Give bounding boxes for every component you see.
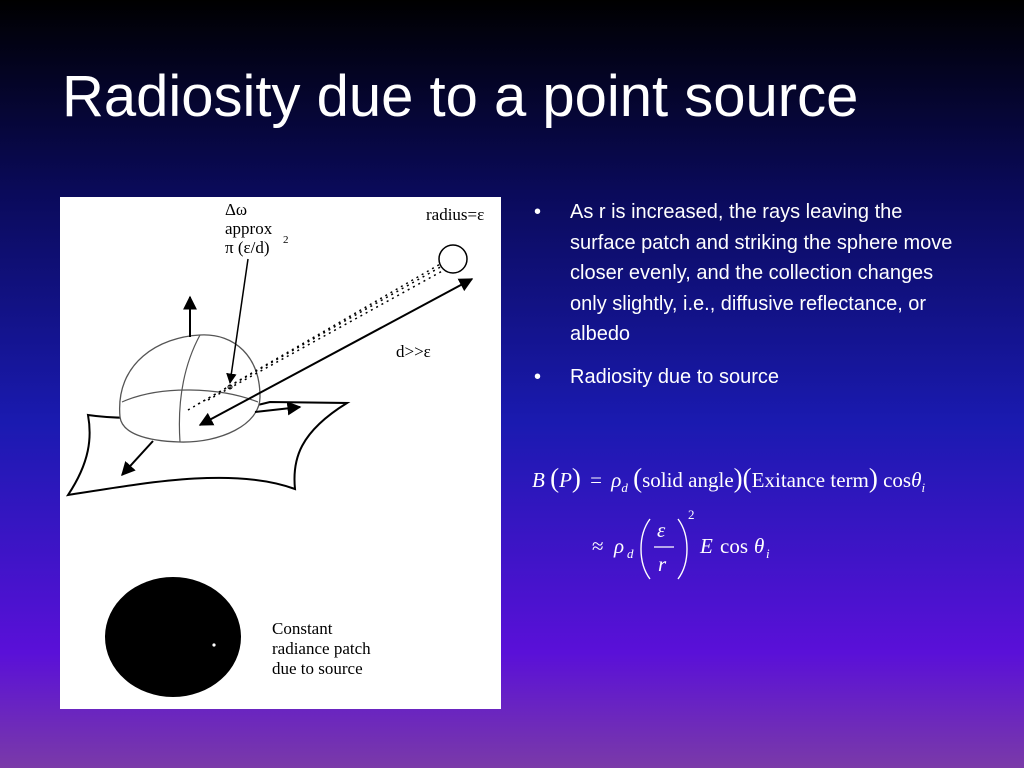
radiosity-equation	[530, 455, 1020, 605]
diagram-figure	[60, 197, 501, 709]
hemisphere	[120, 335, 260, 442]
slide-title: Radiosity due to a point source	[62, 64, 859, 129]
bullet-text: Radiosity due to source	[570, 365, 780, 388]
E-symbol: E	[700, 534, 713, 558]
cos-symbol: cos	[720, 534, 748, 558]
caption-line-2: radiance patch	[272, 639, 371, 658]
caption-line-3: due to source	[272, 659, 363, 678]
source-sphere	[439, 245, 467, 273]
equation-line-1: B (P) = $\rho_d$ (solid angle)(Exitance term) cosθ$_i$	[532, 463, 926, 495]
approx-label: approx	[225, 219, 273, 238]
bullet-marker: •	[534, 201, 542, 223]
source-dot	[212, 643, 215, 646]
epsilon-symbol: ε	[657, 518, 666, 542]
delta-omega-label: Δω	[225, 200, 248, 219]
bullet-item	[530, 197, 970, 350]
rho-subscript: d	[627, 546, 634, 561]
distance-label: d>>ε	[396, 342, 431, 361]
bullet-item	[530, 362, 970, 393]
r-symbol: r	[658, 552, 667, 576]
bullet-marker: •	[534, 365, 542, 388]
square-exponent: 2	[688, 507, 695, 522]
theta-symbol: θ	[754, 534, 765, 558]
pi-exponent-label: 2	[283, 234, 289, 246]
bullet-text: As r is increased, the rays leaving the surface patch and striking the sphere move closer evenly, and the collection changes only slightly, i.e., diffusive reflectance, or albedo	[570, 201, 953, 345]
radiance-patch-disk	[105, 577, 241, 697]
pi-formula-label: π (ε/d)	[225, 238, 270, 257]
point-source-diagram	[60, 197, 501, 709]
caption-line-1: Constant	[272, 619, 333, 638]
radius-label: radius=ε	[426, 205, 485, 224]
theta-subscript: i	[766, 546, 770, 561]
rho-symbol: ρ	[614, 534, 625, 558]
approx-symbol: ≈	[592, 534, 604, 558]
bullet-list	[530, 197, 970, 404]
